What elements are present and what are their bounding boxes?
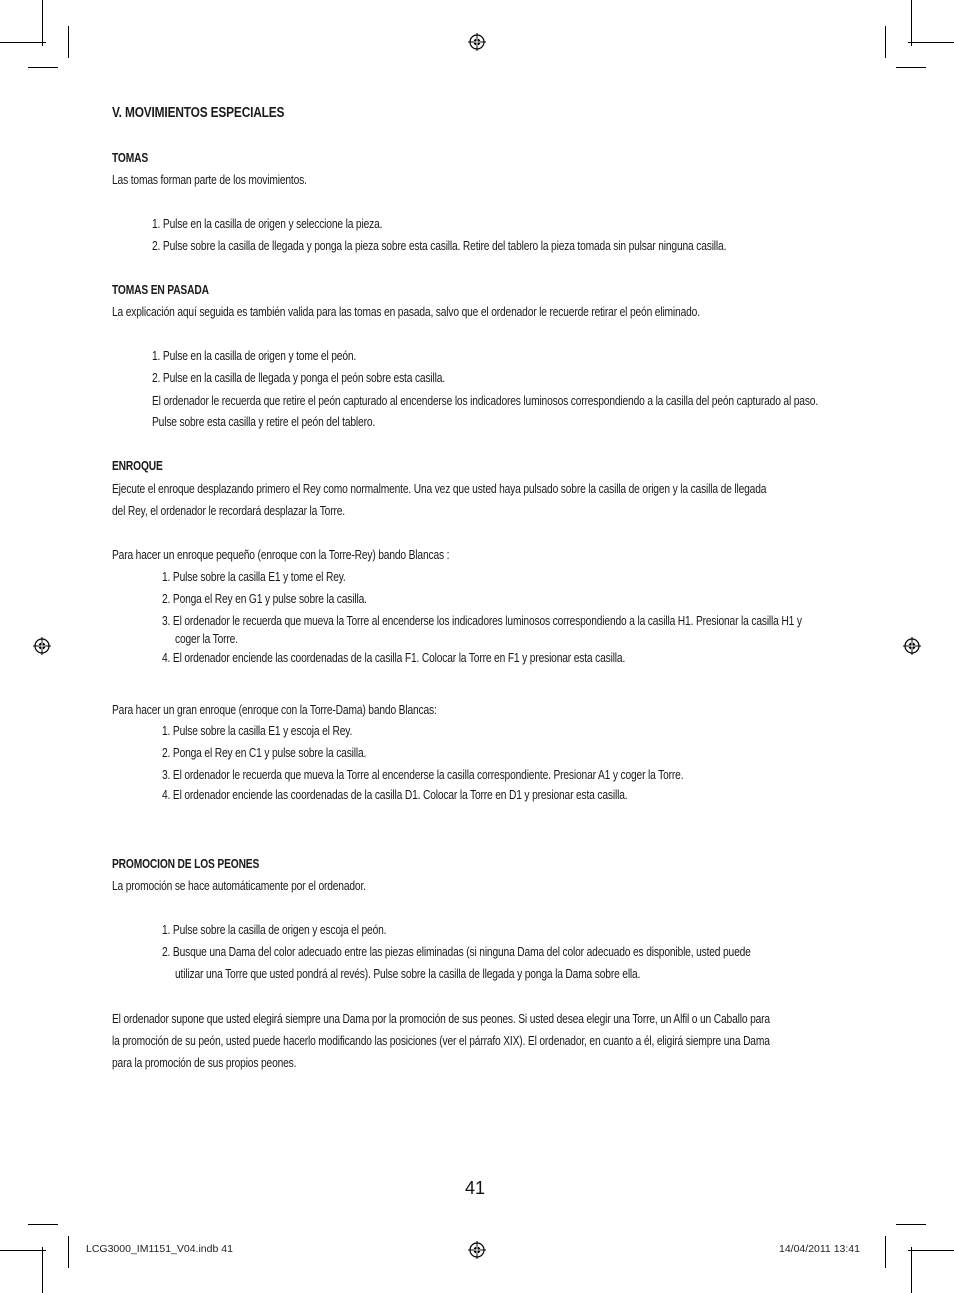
- enroque-big-step: 3. El ordenador le recuerda que mueva la Torre al encenderse la casilla correspondiente. Presionar A1 y coger la Torre.: [162, 768, 684, 782]
- promocion-title: PROMOCION DE LOS PEONES: [112, 857, 260, 871]
- page-number: 41: [465, 1178, 486, 1198]
- promocion-closing: la promoción de su peón, usted puede hacerlo modificando las posiciones (ver el párrafo XIX). El ordenador, en cuanto a él, eligirá siempre una Dama: [112, 1034, 770, 1048]
- registration-mark-icon: [33, 637, 51, 655]
- crop-mark: [68, 26, 69, 58]
- registration-mark-icon: [903, 637, 921, 655]
- crop-mark: [0, 42, 46, 43]
- enroque-big-step: 4. El ordenador enciende las coordenadas de la casilla D1. Colocar la Torre en D1 y presionar esta casilla.: [162, 788, 628, 802]
- enroque-small-step: coger la Torre.: [175, 632, 238, 646]
- promocion-intro: La promoción se hace automáticamente por el ordenador.: [112, 879, 366, 893]
- promocion-step: utilizar una Torre que usted pondrá al revés). Pulse sobre la casilla de llegada y ponga la Dama sobre ella.: [175, 967, 641, 981]
- crop-mark: [911, 1247, 912, 1293]
- crop-mark: [896, 67, 926, 68]
- pasada-intro: La explicación aquí seguida es también valida para las tomas en pasada, salvo que el ordenador le recuerde retirar el peón eliminado.: [112, 305, 700, 319]
- registration-mark-icon: [468, 1241, 486, 1259]
- pasada-step: 2. Pulse en la casilla de llegada y ponga el peón sobre esta casilla.: [152, 371, 445, 385]
- enroque-big-step: 1. Pulse sobre la casilla E1 y escoja el Rey.: [162, 724, 353, 738]
- enroque-title: ENROQUE: [112, 459, 163, 473]
- pasada-step: Pulse sobre esta casilla y retire el peón del tablero.: [152, 415, 376, 429]
- enroque-intro: del Rey, el ordenador le recordará desplazar la Torre.: [112, 504, 345, 518]
- crop-mark: [908, 1250, 954, 1251]
- crop-mark: [42, 1247, 43, 1293]
- crop-mark: [885, 26, 886, 58]
- enroque-big-title: Para hacer un gran enroque (enroque con la Torre-Dama) bando Blancas:: [112, 703, 437, 717]
- registration-mark-icon: [468, 33, 486, 51]
- enroque-small-title: Para hacer un enroque pequeño (enroque con la Torre-Rey) bando Blancas :: [112, 548, 450, 562]
- tomas-step: 1. Pulse en la casilla de origen y seleccione la pieza.: [152, 217, 383, 231]
- promocion-step: 2. Busque una Dama del color adecuado entre las piezas eliminadas (si ninguna Dama del color adecuado es disponible, usted puede: [162, 945, 751, 959]
- footer-file: LCG3000_IM1151_V04.indb 41: [86, 1243, 233, 1255]
- crop-mark: [42, 0, 43, 46]
- footer-date: 14/04/2011 13:41: [779, 1243, 860, 1255]
- enroque-big-step: 2. Ponga el Rey en C1 y pulse sobre la casilla.: [162, 746, 367, 760]
- promocion-closing: El ordenador supone que usted elegirá siempre una Dama por la promoción de sus peones. Si usted desea elegir una Torre, un Alfil o un Caballo para: [112, 1012, 770, 1026]
- crop-mark: [28, 67, 58, 68]
- crop-mark: [885, 1236, 886, 1268]
- crop-mark: [68, 1236, 69, 1268]
- promocion-closing: para la promoción de sus propios peones.: [112, 1056, 297, 1070]
- section-heading: V. MOVIMIENTOS ESPECIALES: [112, 105, 285, 121]
- promocion-step: 1. Pulse sobre la casilla de origen y escoja el peón.: [162, 923, 387, 937]
- tomas-title: TOMAS: [112, 151, 149, 165]
- crop-mark: [908, 42, 954, 43]
- crop-mark: [28, 1224, 58, 1225]
- enroque-small-step: 2. Ponga el Rey en G1 y pulse sobre la casilla.: [162, 592, 367, 606]
- enroque-intro: Ejecute el enroque desplazando primero el Rey como normalmente. Una vez que usted haya pulsado sobre la casilla de origen y la casilla de llegada: [112, 482, 767, 496]
- enroque-small-step: 4. El ordenador enciende las coordenadas de la casilla F1. Colocar la Torre en F1 y presionar esta casilla.: [162, 651, 626, 665]
- crop-mark: [0, 1250, 46, 1251]
- crop-mark: [911, 0, 912, 46]
- pasada-step: 1. Pulse en la casilla de origen y tome el peón.: [152, 349, 357, 363]
- pasada-title: TOMAS EN PASADA: [112, 283, 209, 297]
- pasada-step: El ordenador le recuerda que retire el peón capturado al encenderse los indicadores luminosos correspondiendo a la casilla del peón capturado al paso.: [152, 394, 819, 408]
- tomas-step: 2. Pulse sobre la casilla de llegada y ponga la pieza sobre esta casilla. Retire del tablero la pieza tomada sin pulsar ninguna casilla.: [152, 239, 727, 253]
- tomas-intro: Las tomas forman parte de los movimientos.: [112, 173, 307, 187]
- enroque-small-step: 3. El ordenador le recuerda que mueva la Torre al encenderse los indicadores luminosos correspondiendo a la casilla H1. Presionar la casilla H1 y: [162, 614, 802, 628]
- enroque-small-step: 1. Pulse sobre la casilla E1 y tome el Rey.: [162, 570, 346, 584]
- crop-mark: [896, 1224, 926, 1225]
